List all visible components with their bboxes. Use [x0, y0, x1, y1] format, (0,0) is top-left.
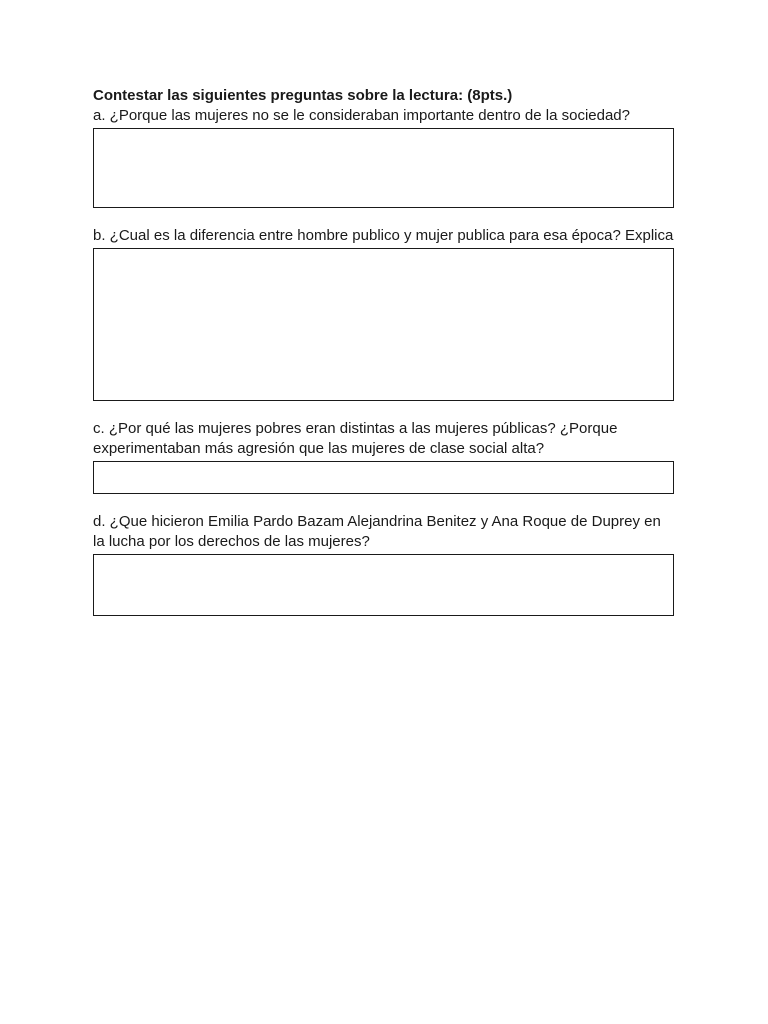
- question-b-answer-box[interactable]: [93, 248, 674, 401]
- worksheet-heading: Contestar las siguientes preguntas sobre la lectura: (8pts.): [93, 87, 513, 104]
- question-a-answer-box[interactable]: [93, 128, 674, 208]
- question-b-text: b. ¿Cual es la diferencia entre hombre publico y mujer publica para esa época? Explica: [93, 227, 674, 244]
- question-c-text: c. ¿Por qué las mujeres pobres eran distintas a las mujeres públicas? ¿Porque experimentaban más agresión que las mujeres de clase social alta?: [93, 420, 618, 457]
- worksheet: [93, 86, 674, 616]
- question-d-text: d. ¿Que hicieron Emilia Pardo Bazam Alejandrina Benitez y Ana Roque de Duprey en la lucha por los derechos de las mujeres?: [93, 513, 661, 550]
- question-a-text: a. ¿Porque las mujeres no se le consideraban importante dentro de la sociedad?: [93, 107, 630, 124]
- question-c-answer-box[interactable]: [93, 461, 674, 494]
- question-d-answer-box[interactable]: [93, 554, 674, 616]
